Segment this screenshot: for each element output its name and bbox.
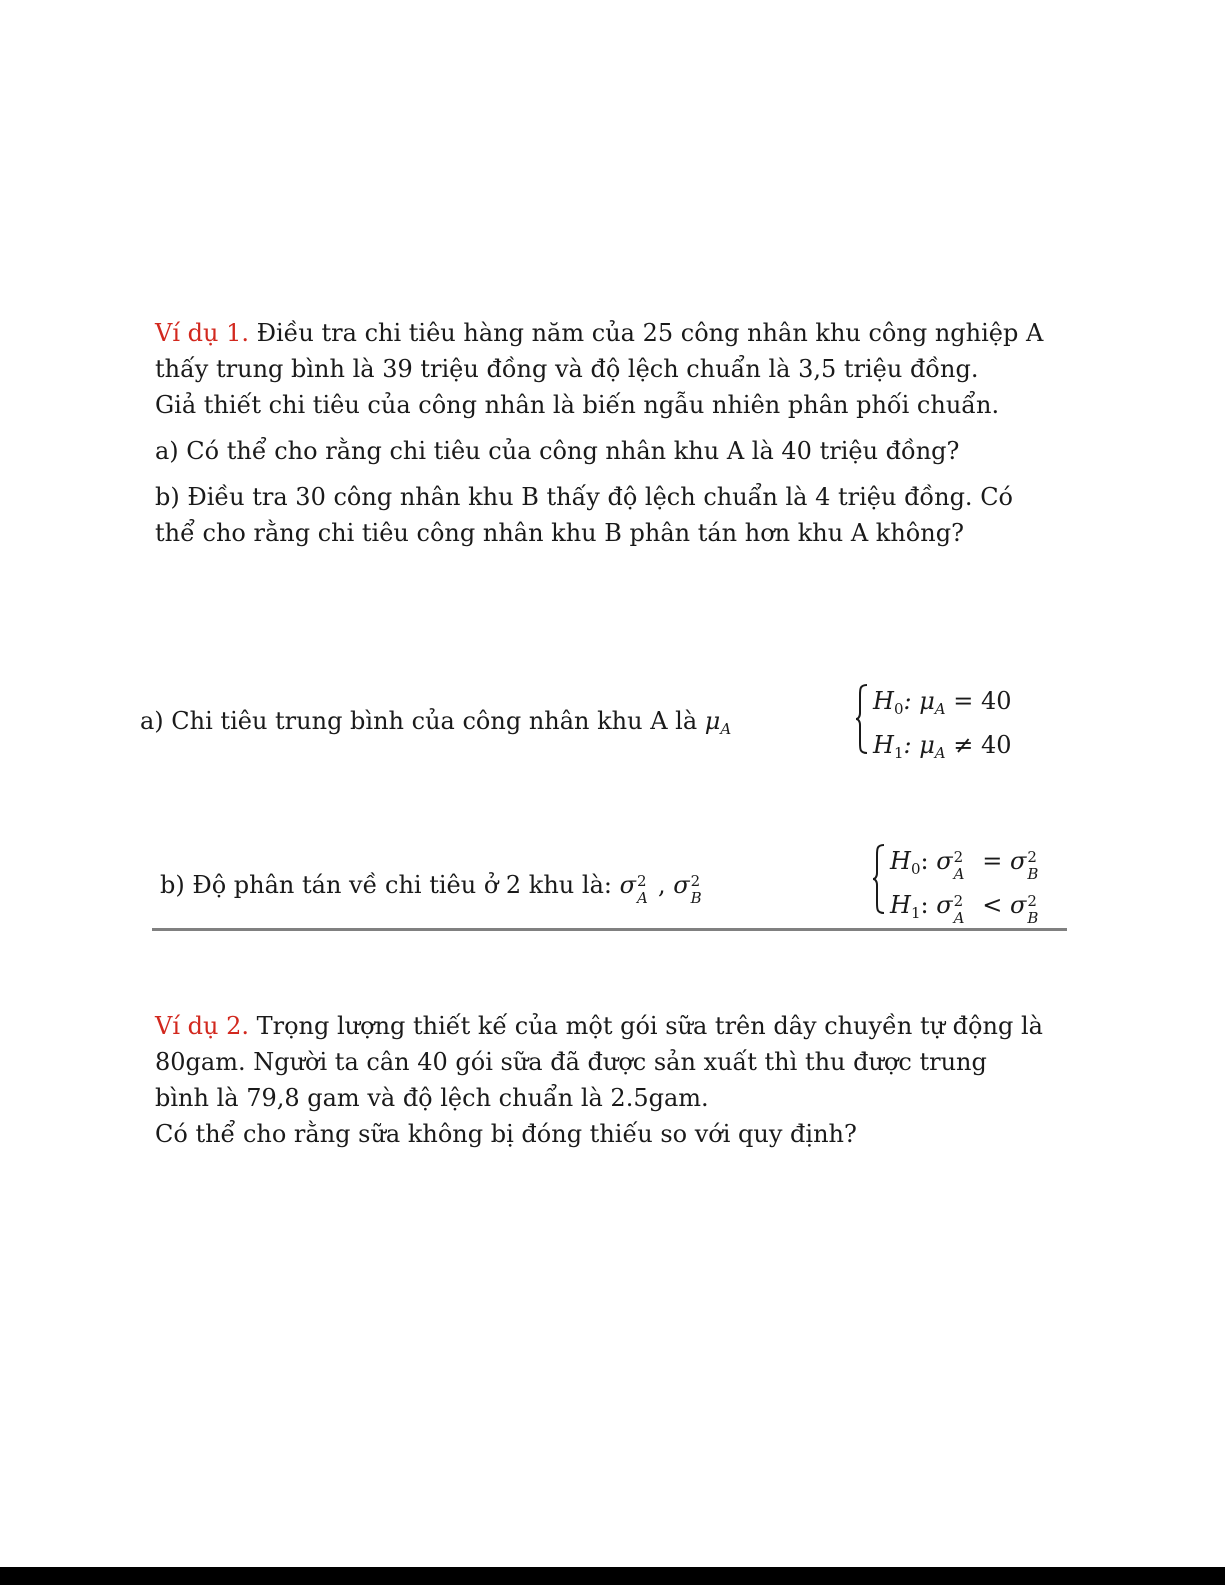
mu-symbol: μ (704, 707, 721, 735)
hypothesis-a-h1: $H_1$: $\mu_A \ne 40$ (873, 731, 1012, 762)
example-2-line-1 (155, 1008, 1055, 1044)
example-2-label: Ví dụ 2. (155, 1012, 249, 1040)
hypothesis-b-h1: $H_1$: σ 2 A < σ 2 B (890, 891, 1039, 927)
example-1-line-3: Giả thiết chi tiêu của công nhân là biến ngẫu nhiên phân phối chuẩn. (155, 391, 1000, 419)
solution-b-statement (160, 867, 712, 907)
example-1-paragraph (155, 315, 1070, 551)
example-1-line-1 (155, 315, 1070, 351)
example-2-paragraph (155, 1008, 1055, 1152)
solution-b-variables: σ 2 A , σ 2 B (619, 871, 702, 907)
horizontal-divider (152, 928, 1067, 931)
hypothesis-b-h0: $H_0$: σ 2 A = σ 2 B (890, 847, 1039, 883)
solution-b-text: b) Độ phân tán về chi tiêu ở 2 khu là: (160, 871, 620, 899)
solution-a-variable (704, 707, 732, 738)
hypothesis-system-a (855, 683, 1012, 771)
bottom-border (0, 1567, 1225, 1585)
solution-a-text: a) Chi tiêu trung bình của công nhân khu A là (140, 707, 705, 735)
example-1-question-b-line-2: thể cho rằng chi tiêu công nhân khu B phân tán hơn khu A không? (155, 519, 964, 547)
example-2-line-4: Có thể cho rằng sữa không bị đóng thiếu so với quy định? (155, 1120, 857, 1148)
hypothesis-a-h0: $H_0$: $\mu_A = 40$ (873, 687, 1012, 718)
solution-a-statement (140, 703, 731, 747)
example-2-line-3: bình là 79,8 gam và độ lệch chuẩn là 2.5gam. (155, 1084, 709, 1112)
example-1-label: Ví dụ 1. (155, 319, 249, 347)
example-2-line-2: 80gam. Người ta cân 40 gói sữa đã được sản xuất thì thu được trung (155, 1048, 987, 1076)
left-brace-icon (872, 843, 886, 915)
example-1-line-2: thấy trung bình là 39 triệu đồng và độ lệch chuẩn là 3,5 triệu đồng. (155, 355, 979, 383)
hypothesis-system-b (872, 843, 1048, 931)
example-1-question-a: a) Có thể cho rằng chi tiêu của công nhân khu A là 40 triệu đồng? (155, 437, 960, 465)
left-brace-icon (855, 683, 869, 755)
example-1-line-1-text: Điều tra chi tiêu hàng năm của 25 công nhân khu công nghiệp A (248, 319, 1044, 347)
mu-subscript: A (720, 720, 732, 738)
example-1-question-b-line-1: b) Điều tra 30 công nhân khu B thấy độ lệch chuẩn là 4 triệu đồng. Có (155, 483, 1013, 511)
example-2-line-1-text: Trọng lượng thiết kế của một gói sữa trên dây chuyền tự động là (248, 1012, 1043, 1040)
